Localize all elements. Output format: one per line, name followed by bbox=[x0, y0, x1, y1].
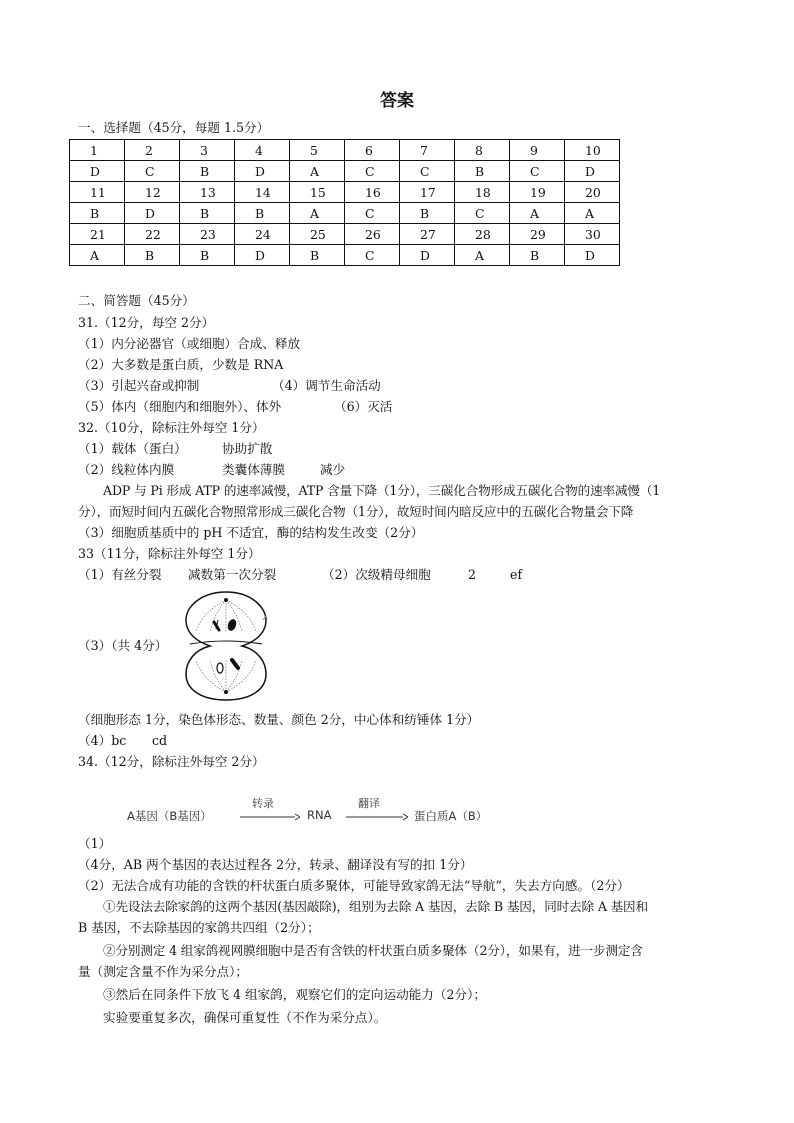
table-cell: 19 bbox=[510, 182, 565, 203]
cell-division-diagram bbox=[180, 590, 272, 702]
q33-note: （细胞形态 1分，染色体形态、数量、颜色 2分，中心体和纺锤体 1分） bbox=[78, 712, 480, 727]
table-cell: 30 bbox=[565, 224, 620, 245]
table-cell: B bbox=[400, 203, 455, 224]
table-cell: C bbox=[125, 161, 180, 182]
flow-arrow2-label: 翻译 bbox=[358, 797, 380, 810]
table-cell: B bbox=[70, 203, 125, 224]
table-cell: 28 bbox=[455, 224, 510, 245]
flow-protein: 蛋白质A（B） bbox=[414, 809, 488, 823]
q32-paragraph-1: ADP 与 Pi 形成 ATP 的速率减慢，ATP 含量下降（1分），三碳化合物形成五碳化合物的速率减慢（1 bbox=[103, 483, 661, 498]
q33-answer-1b: 减数第一次分裂 bbox=[188, 567, 277, 582]
table-cell: 2 bbox=[125, 140, 180, 161]
table-cell: B bbox=[180, 245, 235, 266]
table-cell: 17 bbox=[400, 182, 455, 203]
table-cell: 1 bbox=[70, 140, 125, 161]
table-cell: 26 bbox=[345, 224, 400, 245]
q31-answer-6: （6）灭活 bbox=[334, 399, 393, 414]
flow-gene: A基因（B基因） bbox=[127, 809, 212, 823]
table-cell: 5 bbox=[290, 140, 345, 161]
table-cell: 8 bbox=[455, 140, 510, 161]
q31-heading: 31.（12分，每空 2分） bbox=[78, 315, 215, 330]
table-cell: B bbox=[125, 245, 180, 266]
q32-paragraph-2: 分），而短时间内五碳化合物照常形成三碳化合物（1分），故短时间内暗反应中的五碳化合物量会下降 bbox=[78, 504, 634, 519]
table-cell: A bbox=[290, 161, 345, 182]
table-cell: 27 bbox=[400, 224, 455, 245]
table-cell: 18 bbox=[455, 182, 510, 203]
q32-answer-1: （1）载体（蛋白） bbox=[78, 441, 187, 456]
q34-step-1a: ①先设法去除家鸽的这两个基因(基因敲除)，组别为去除 A 基因，去除 B 基因，同时去除 A 基因和 bbox=[103, 899, 648, 914]
table-cell: B bbox=[510, 245, 565, 266]
q32-answer-1b: 协助扩散 bbox=[222, 441, 273, 456]
table-cell: B bbox=[455, 161, 510, 182]
q34-answer-2: （2）无法合成有功能的含铁的杆状蛋白质多聚体，可能导致家鸽无法“导航”，失去方向感。（2分） bbox=[78, 878, 630, 893]
table-cell: 21 bbox=[70, 224, 125, 245]
table-cell: B bbox=[235, 203, 290, 224]
table-cell: C bbox=[510, 161, 565, 182]
flow-rna: RNA bbox=[307, 808, 332, 822]
q32-answer-2b: 类囊体薄膜 bbox=[222, 462, 285, 477]
table-row-numbers bbox=[70, 224, 620, 245]
q31-answer-5: （5）体内（细胞内和细胞外）、体外 bbox=[78, 399, 282, 414]
q32-answer-2: （2）线粒体内膜 bbox=[78, 462, 175, 477]
table-cell: D bbox=[565, 245, 620, 266]
table-cell: B bbox=[290, 245, 345, 266]
table-cell: D bbox=[235, 245, 290, 266]
table-cell: 6 bbox=[345, 140, 400, 161]
q34-answer-1-note: （4分，AB 两个基因的表达过程各 2分，转录、翻译没有写的扣 1分） bbox=[78, 857, 473, 872]
table-cell: D bbox=[565, 161, 620, 182]
table-cell: 3 bbox=[180, 140, 235, 161]
table-cell: D bbox=[70, 161, 125, 182]
table-cell: C bbox=[345, 245, 400, 266]
table-cell: A bbox=[290, 203, 345, 224]
q31-answer-2: （2）大多数是蛋白质，少数是 RNA bbox=[78, 357, 284, 372]
q33-answer-4: （4）bc bbox=[78, 733, 127, 748]
gene-expression-flow bbox=[127, 797, 527, 830]
q34-step-1b: B 基因，不去除基因的家鸽共四组（2分）； bbox=[78, 920, 320, 935]
q32-answer-3: （3）细胞质基质中的 pH 不适宜，酶的结构发生改变（2分） bbox=[78, 525, 424, 540]
table-cell: 4 bbox=[235, 140, 290, 161]
table-cell: 29 bbox=[510, 224, 565, 245]
table-cell: 23 bbox=[180, 224, 235, 245]
flow-arrow1-label: 转录 bbox=[252, 797, 274, 810]
table-cell: 12 bbox=[125, 182, 180, 203]
table-cell: 16 bbox=[345, 182, 400, 203]
flow-arrow2-icon bbox=[346, 812, 408, 822]
table-row-numbers bbox=[70, 182, 620, 203]
table-cell: D bbox=[400, 245, 455, 266]
table-row-answers bbox=[70, 203, 620, 224]
q34-step-2a: ②分别测定 4 组家鸽视网膜细胞中是否有含铁的杆状蛋白质多聚体（2分），如果有，进一步测定含 bbox=[103, 943, 643, 958]
q31-answer-1: （1）内分泌器官（或细胞）合成、释放 bbox=[78, 336, 301, 351]
table-cell: B bbox=[180, 203, 235, 224]
table-cell: 7 bbox=[400, 140, 455, 161]
q34-step-4: 实验要重复多次，确保可重复性（不作为采分点）。 bbox=[103, 1010, 387, 1025]
table-cell: 10 bbox=[565, 140, 620, 161]
table-cell: 22 bbox=[125, 224, 180, 245]
table-cell: C bbox=[455, 203, 510, 224]
table-cell: D bbox=[125, 203, 180, 224]
q34-answer-1: （1） bbox=[78, 836, 112, 851]
table-cell: B bbox=[180, 161, 235, 182]
flow-arrow1-icon bbox=[240, 812, 300, 822]
table-cell: C bbox=[345, 203, 400, 224]
table-cell: A bbox=[565, 203, 620, 224]
q33-answer-3: （3）（共 4分） bbox=[78, 638, 168, 653]
table-cell: 24 bbox=[235, 224, 290, 245]
q34-step-2b: 量（测定含量不作为采分点）； bbox=[78, 964, 249, 979]
q33-heading: 33（11分，除标注外每空 1分） bbox=[78, 546, 261, 561]
table-cell: 13 bbox=[180, 182, 235, 203]
table-row-answers bbox=[70, 245, 620, 266]
table-cell: D bbox=[235, 161, 290, 182]
table-cell: 11 bbox=[70, 182, 125, 203]
q34-step-3: ③然后在同条件下放飞 4 组家鸽，观察它们的定向运动能力（2分）； bbox=[103, 987, 486, 1002]
q34-heading: 34.（12分，除标注外每空 2分） bbox=[78, 754, 265, 769]
table-cell: A bbox=[70, 245, 125, 266]
q33-answer-2c: ef bbox=[510, 567, 523, 582]
q32-heading: 32.（10分，除标注外每空 1分） bbox=[78, 420, 265, 435]
q32-answer-2c: 减少 bbox=[320, 462, 346, 477]
table-cell: C bbox=[400, 161, 455, 182]
q33-answer-2: （2）次级精母细胞 bbox=[322, 567, 431, 582]
page-title: 答案 bbox=[380, 91, 414, 111]
answer-table bbox=[69, 139, 620, 266]
table-cell: A bbox=[455, 245, 510, 266]
table-cell: C bbox=[345, 161, 400, 182]
table-row-answers bbox=[70, 161, 620, 182]
q33-answer-1: （1）有丝分裂 bbox=[78, 567, 162, 582]
table-cell: 15 bbox=[290, 182, 345, 203]
section1-heading: 一、选择题（45分，每题 1.5分） bbox=[78, 120, 270, 135]
table-cell: 9 bbox=[510, 140, 565, 161]
q33-answer-4b: cd bbox=[152, 733, 168, 748]
q33-answer-2b: 2 bbox=[468, 567, 477, 582]
table-row-numbers bbox=[70, 140, 620, 161]
table-cell: 20 bbox=[565, 182, 620, 203]
table-cell: A bbox=[510, 203, 565, 224]
q31-answer-4: （4）调节生命活动 bbox=[272, 378, 381, 393]
table-cell: 25 bbox=[290, 224, 345, 245]
table-cell: 14 bbox=[235, 182, 290, 203]
q31-answer-3: （3）引起兴奋或抑制 bbox=[78, 378, 200, 393]
section2-heading: 二、简答题（45分） bbox=[78, 293, 195, 308]
